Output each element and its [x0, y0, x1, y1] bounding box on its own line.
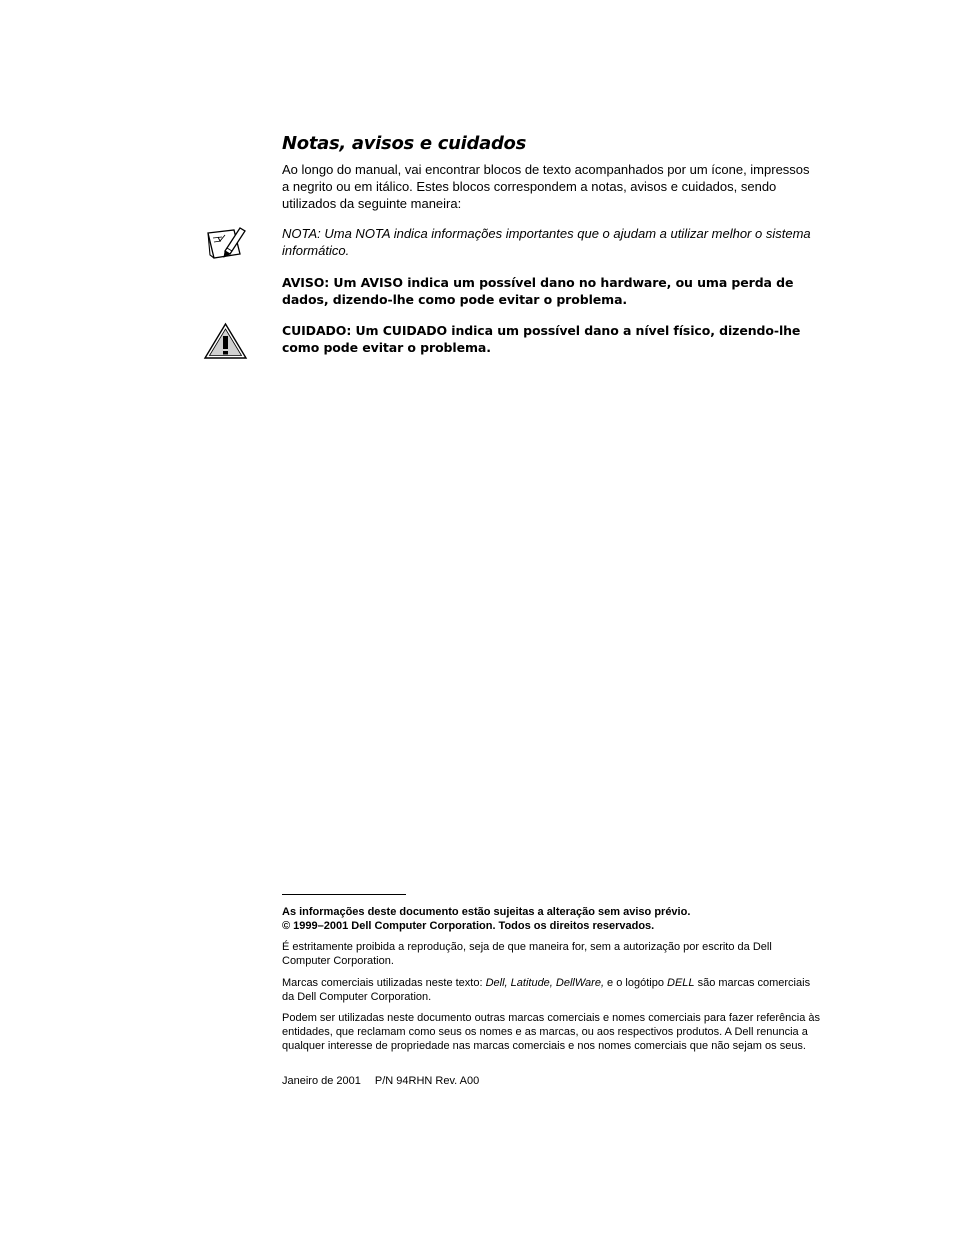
trademarks-notice: [282, 976, 822, 1004]
caution-text: CUIDADO: Um CUIDADO indica um possível dano a nível físico, dizendo-lhe como pode evitar o problema.: [282, 323, 801, 355]
trademarks-middle: e o logótipo: [604, 977, 667, 989]
section-title: Notas, avisos e cuidados: [282, 133, 527, 154]
publication-info: [282, 1074, 822, 1088]
intro-paragraph: Ao longo do manual, vai encontrar blocos de texto acompanhados por um ícone, impressos a negrito ou em itálico. Estes blocos correspondem a notas, avisos e cuidados, sendo utilizados da seguinte maneira:: [282, 162, 810, 211]
copyright-line: © 1999–2001 Dell Computer Corporation. Todos os direitos reservados.: [282, 920, 655, 932]
other-marks-notice: Podem ser utilizadas neste documento outras marcas comerciais e nomes comerciais para fazer referência às entidades, que reclamam como seus os nomes e as marcas, ou aos respectivos produtos. A Dell renuncia a qualquer interesse de propriedade nas marcas comerciais e nos nomes comerciais que não sejam os seus.: [282, 1012, 821, 1052]
caution-triangle-icon: [203, 322, 248, 360]
note-pencil-icon: [204, 224, 246, 264]
trademarks-names: Dell, Latitude, DellWare,: [485, 977, 604, 989]
note-text: NOTA: Uma NOTA indica informações importantes que o ajudam a utilizar melhor o sistema informático.: [282, 226, 811, 258]
footnote-divider: [282, 894, 406, 895]
reproduction-notice: É estritamente proibida a reprodução, seja de que maneira for, sem a autorização por escrito da Dell Computer Corporation.: [282, 941, 772, 967]
trademarks-suffix: são marcas comerciais da Dell Computer Corporation.: [282, 977, 811, 1003]
part-number: P/N 94RHN Rev. A00: [374, 1075, 480, 1087]
change-notice: As informações deste documento estão sujeitas a alteração sem aviso prévio.: [282, 906, 691, 918]
publication-date: Janeiro de 2001: [282, 1075, 361, 1087]
trademarks-prefix: Marcas comerciais utilizadas neste texto:: [282, 977, 486, 989]
trademarks-logo: DELL: [667, 977, 695, 989]
notice-text: AVISO: Um AVISO indica um possível dano no hardware, ou uma perda de dados, dizendo-lhe como pode evitar o problema.: [282, 275, 794, 307]
